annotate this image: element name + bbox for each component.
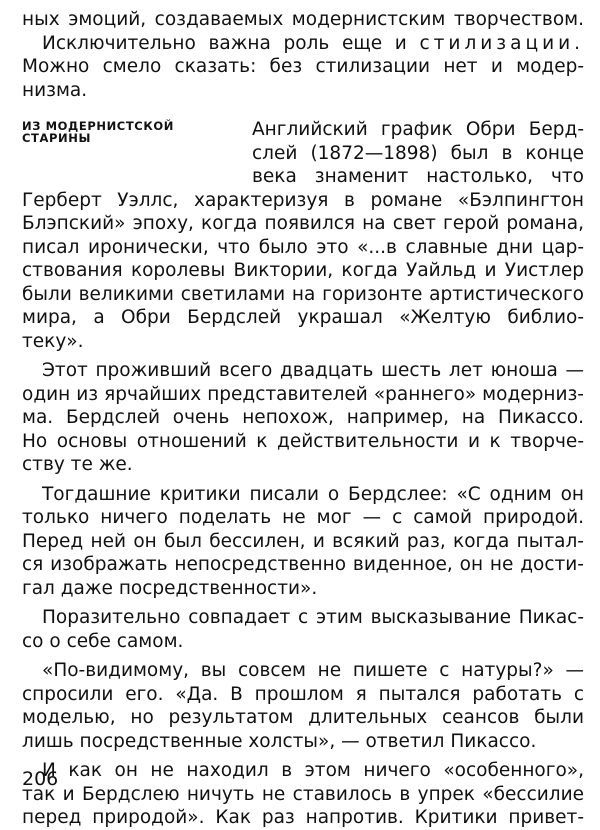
emphasized-word: стилизации.: [419, 32, 584, 54]
text-line: моделью, но результатом длительных сеансов были: [22, 707, 584, 728]
section-heading-line: СТАРИНЫ: [22, 131, 91, 145]
text-line: Тогдашние критики писали о Бердслее: «С одним он: [42, 483, 584, 505]
text-line: Но основы отношений к действительности и к творче-: [22, 430, 584, 452]
page-number: 206: [22, 768, 59, 790]
text-line: И как он не находил в этом ничего «особенного»,: [42, 760, 584, 781]
text-line: Герберт Уэллс, характеризуя в романе «Бэлпингтон: [22, 189, 584, 211]
text-line: ных эмоций, создаваемых модернистским творчеством.: [22, 9, 584, 30]
section-right-column: [252, 118, 584, 189]
text-line: слей (1872—1898) был в конце: [252, 142, 584, 164]
text-line: Этот проживший всего двадцать шесть лет юноша —: [42, 360, 584, 381]
text-line: только ничего поделать не мог — с самой природой.: [22, 507, 584, 528]
text-line: ся изображать непосредственно виденное, он не дости-: [22, 554, 584, 575]
text-line: «По-видимому, вы совсем не пишете с натуры?» —: [42, 660, 584, 681]
text-line: гал даже посредственности».: [22, 577, 318, 599]
text-line: века знаменит настолько, что: [252, 166, 584, 187]
text-line: Перед ней он был бессилен, и всякий раз, когда пытал-: [22, 530, 584, 552]
section: [22, 118, 584, 353]
section-heading-line: ИЗ МОДЕРНИСТСКОЙ: [22, 119, 174, 133]
text-line: лишь посредственные холсты», — ответил Пикассо.: [22, 730, 537, 752]
text-line: Можно смело сказать: без стилизации нет и модер-: [22, 56, 584, 77]
text-line: писал иронически, что было это «...в славные дни цар-: [22, 236, 584, 258]
section-heading: [22, 120, 232, 144]
text-line: один из ярчайших представителей «раннего» модерниз-: [22, 383, 584, 405]
page-body: [22, 8, 584, 830]
text-line: мира, а Обри Бердслей украшал «Желтую библио-: [22, 307, 584, 328]
text-line: низма.: [22, 79, 88, 101]
text-line: теку».: [22, 330, 84, 352]
text-line: спросили его. «Да. В прошлом я пытался работать с: [22, 683, 584, 705]
text-line: Английский график Обри Берд-: [252, 119, 584, 140]
text-line: со о себе самом.: [22, 630, 184, 652]
text-line: [22, 32, 584, 56]
text-line: ствования королевы Виктории, когда Уайльд и Уистлер: [22, 260, 584, 281]
text-line: Поразительно совпадает с этим высказывание Пикас-: [42, 607, 584, 628]
text-fragment: Исключительно важна роль еще и: [42, 32, 420, 54]
text-line: перед природой». Как раз напротив. Критики привет-: [22, 807, 584, 828]
text-line: были великими светилами на горизонте артистического: [22, 283, 584, 305]
text-line: ма. Бердслей очень непохож, например, на Пикассо.: [22, 407, 584, 428]
text-line: так и Бердслею ничуть не ставилось в упрек «бессилие: [22, 783, 584, 805]
text-line: ству те же.: [22, 454, 133, 475]
text-line: Блэпский» эпоху, когда появился на свет герой романа,: [22, 213, 584, 234]
